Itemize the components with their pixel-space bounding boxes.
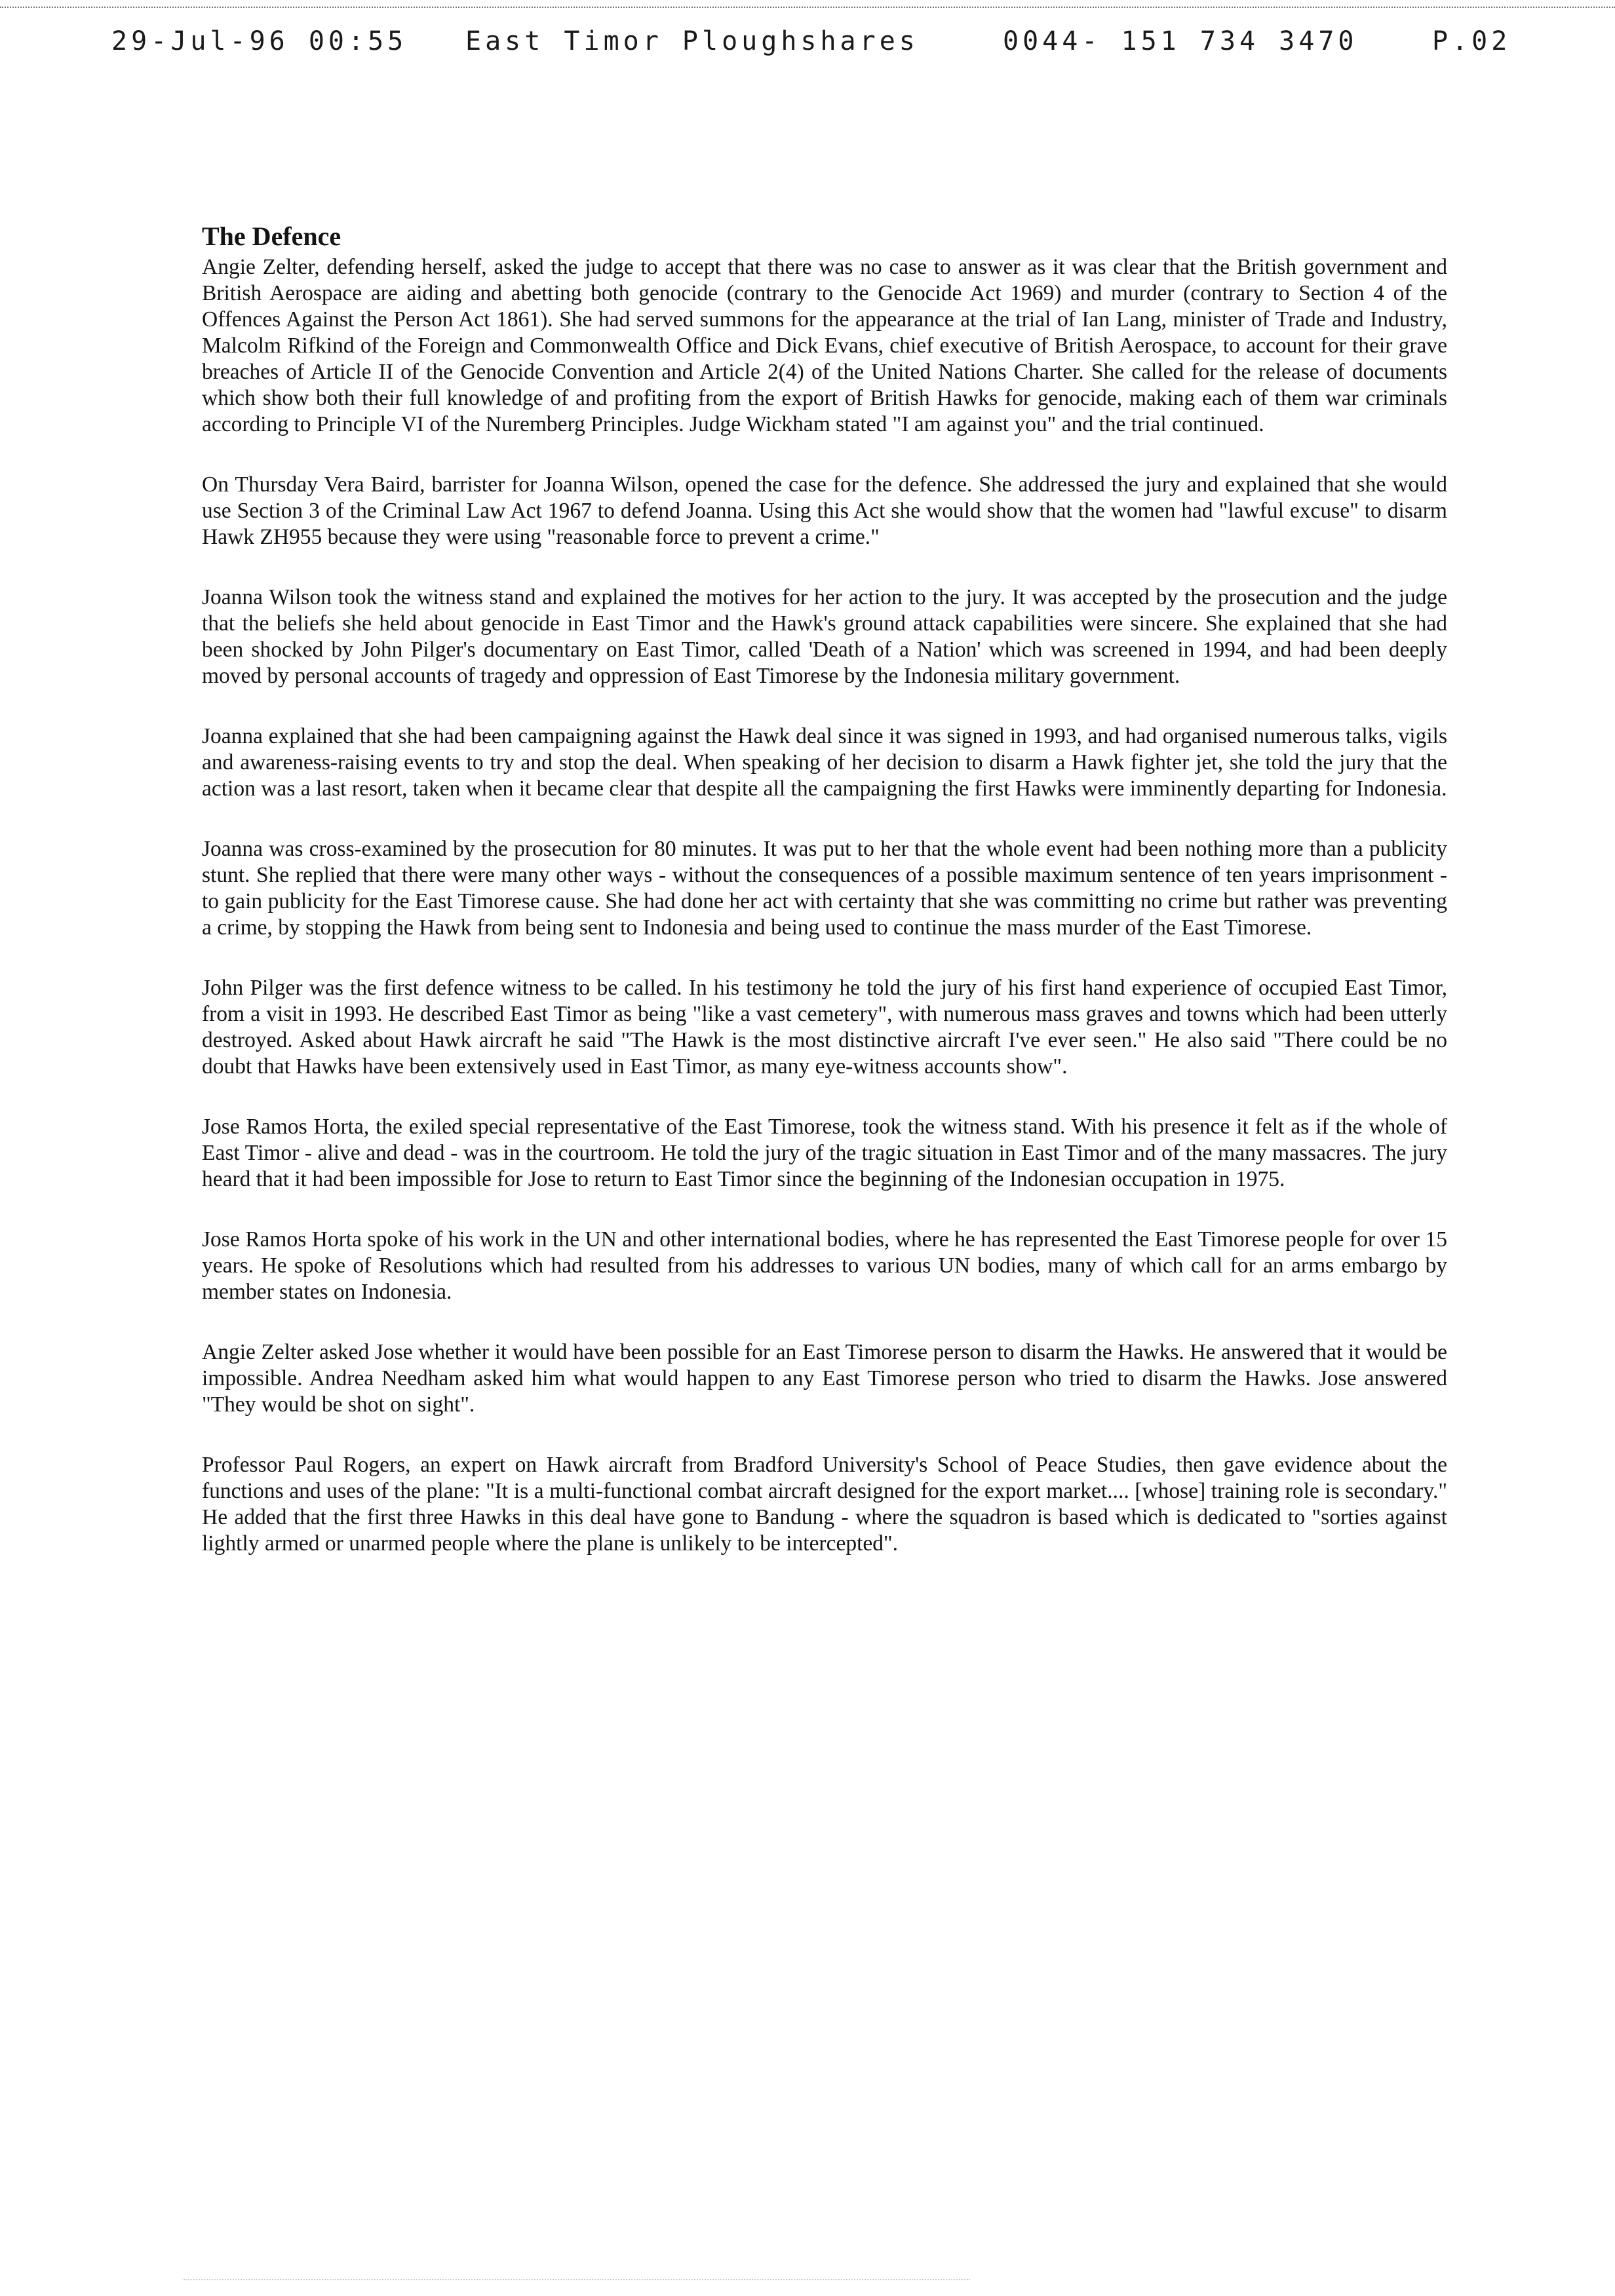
fax-page-number: P.02 (1432, 26, 1511, 56)
paragraph-cross-examination: Joanna was cross-examined by the prosecution for 80 minutes. It was put to her that the whole event had been nothing more than a publicity stunt. She replied that there were many other ways - without the consequences of a possible maximum sentence of ten years imprisonment - to gain publicity for the East Timorese cause. She had done her act with certainty that she was committing no crime but rather was preventing a crime, by stopping the Hawk from being sent to Indonesia and being used to continue the mass murder of the East Timorese. (202, 837, 1447, 940)
paragraph-jose-ramos-horta-testimony: Jose Ramos Horta, the exiled special representative of the East Timorese, took the witness stand. With his presence it felt as if the whole of East Timor - alive and dead - was in the courtroom. He told the jury of the tragic situation in East Timor and of the many massacres. The jury heard that it had been impossible for Jose to return to East Timor since the beginning of the Indonesian occupation in 1975. (202, 1115, 1447, 1191)
paragraph-disarm-question: Angie Zelter asked Jose whether it would have been possible for an East Timorese person to disarm the Hawks. He answered that it would be impossible. Andrea Needham asked him what would happen to any East Timorese person who tried to disarm the Hawks. Jose answered "They would be shot on sight". (202, 1340, 1447, 1417)
paragraph-joanna-witness: Joanna Wilson took the witness stand and explained the motives for her action to the jury. It was accepted by the prosecution and the judge that the beliefs she held about genocide in East Timor and the Hawk's ground attack capabilities were sincere. She explained that she had been shocked by John Pilger's documentary on East Timor, called 'Death of a Nation' which was screened in 1994, and had been deeply moved by personal accounts of tragedy and oppression of East Timorese by the Indonesia military government. (202, 585, 1447, 688)
paragraph-angie-zelter-defence: Angie Zelter, defending herself, asked the judge to accept that there was no case to answer as it was clear that the British government and British Aerospace are aiding and abetting both genocide (contrary to the Genocide Act 1969) and murder (contrary to Section 4 of the Offences Against the Person Act 1861). She had served summons for the appearance at the trial of Ian Lang, minister of Trade and Industry, Malcolm Rifkind of the Foreign and Commonwealth Office and Dick Evans, chief executive of British Aerospace, to account for their grave breaches of Article II of the Genocide Convention and Article 2(4) of the United Nations Charter. She called for the release of documents which show both their full knowledge of and profiting from the export of British Hawks for genocide, making each of them war criminals according to Principle VI of the Nuremberg Principles. Judge Wickham stated "I am against you" and the trial continued. (202, 255, 1447, 436)
paragraph-vera-baird-opening: On Thursday Vera Baird, barrister for Joanna Wilson, opened the case for the defence. She addressed the jury and explained that she would use Section 3 of the Criminal Law Act 1967 to defend Joanna. Using this Act she would show that the women had "lawful excuse" to disarm Hawk ZH955 because they were using "reasonable force to prevent a crime." (202, 472, 1447, 549)
document-body (202, 221, 1447, 1591)
scan-artifact-line (184, 2279, 970, 2280)
paragraph-paul-rogers: Professor Paul Rogers, an expert on Hawk aircraft from Bradford University's School of Peace Studies, then gave evidence about the functions and uses of the plane: "It is a multi-functional combat aircraft designed for the export market.... [whose] training role is secondary." He added that the first three Hawks in this deal have gone to Bandung - where the squadron is based which is dedicated to "sorties against lightly armed or unarmed people where the plane is unlikely to be intercepted". (202, 1453, 1447, 1556)
fax-number: 0044- 151 734 3470 (1003, 26, 1358, 56)
paragraph-john-pilger: John Pilger was the first defence witness to be called. In his testimony he told the jury of his first hand experience of occupied East Timor, from a visit in 1993. He described East Timor as being "like a vast cemetery", with numerous mass graves and towns which had been utterly destroyed. Asked about Hawk aircraft he said "The Hawk is the most distinctive aircraft I've ever seen." He also said "There could be no doubt that Hawks have been extensively used in East Timor, as many eye-witness accounts show". (202, 976, 1447, 1079)
fax-sender: East Timor Ploughshares (465, 26, 919, 56)
paragraph-jose-ramos-horta-un-work: Jose Ramos Horta spoke of his work in the UN and other international bodies, where he has represented the East Timorese people for over 15 years. He spoke of Resolutions which had resulted from his addresses to various UN bodies, many of which call for an arms embargo by member states on Indonesia. (202, 1227, 1447, 1304)
fax-header (98, 26, 1540, 72)
paragraph-joanna-campaign: Joanna explained that she had been campaigning against the Hawk deal since it was signed in 1993, and had organised numerous talks, vigils and awareness-raising events to try and stop the deal. When speaking of her decision to disarm a Hawk fighter jet, she told the jury that the action was a last resort, taken when it became clear that despite all the campaigning the first Hawks were imminently departing for Indonesia. (202, 724, 1447, 801)
section-heading: The Defence (202, 221, 341, 251)
fax-date-time: 29-Jul-96 00:55 (111, 26, 408, 56)
fax-top-rule (0, 7, 1615, 8)
